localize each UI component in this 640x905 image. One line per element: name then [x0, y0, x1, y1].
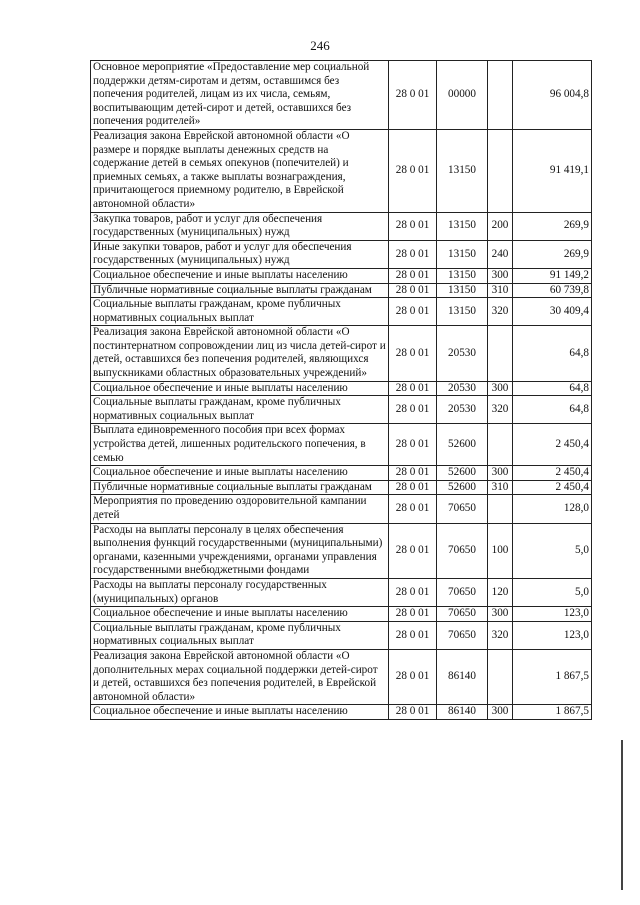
amount-cell: 64,8 [513, 396, 592, 424]
code-cell: 52600 [437, 424, 488, 466]
table-row [91, 523, 592, 578]
amount-cell: 1 867,5 [513, 649, 592, 704]
code-cell: 70650 [437, 607, 488, 622]
table-row [91, 495, 592, 523]
row-name-cell: Социальные выплаты гражданам, кроме публичных нормативных социальных выплат [91, 621, 389, 649]
expense-type-cell [488, 129, 513, 212]
row-name-cell: Социальное обеспечение и иные выплаты населению [91, 466, 389, 481]
section-cell: 28 0 01 [389, 424, 437, 466]
amount-cell: 1 867,5 [513, 705, 592, 720]
table-row [91, 212, 592, 240]
code-cell: 52600 [437, 466, 488, 481]
table-row [91, 129, 592, 212]
section-cell: 28 0 01 [389, 326, 437, 381]
row-name-cell: Закупка товаров, работ и услуг для обеспечения государственных (муниципальных) нужд [91, 212, 389, 240]
row-name-cell: Публичные нормативные социальные выплаты гражданам [91, 283, 389, 298]
row-name-cell: Расходы на выплаты персоналу государственных (муниципальных) органов [91, 578, 389, 606]
budget-table-body [91, 61, 592, 720]
section-cell: 28 0 01 [389, 268, 437, 283]
code-cell: 86140 [437, 705, 488, 720]
table-row [91, 480, 592, 495]
table-row [91, 578, 592, 606]
row-name-cell: Публичные нормативные социальные выплаты гражданам [91, 480, 389, 495]
code-cell: 70650 [437, 523, 488, 578]
amount-cell: 123,0 [513, 621, 592, 649]
section-cell: 28 0 01 [389, 396, 437, 424]
amount-cell: 123,0 [513, 607, 592, 622]
table-row [91, 466, 592, 481]
code-cell: 13150 [437, 129, 488, 212]
table-row [91, 396, 592, 424]
row-name-cell: Реализация закона Еврейской автономной области «О размере и порядке выплаты денежных средств на содержание детей в семьях опекунов (попечителей) и приемных семьях, а также выплаты вознаграждения, причитающегося приемному родителю, в Еврейской автономной области» [91, 129, 389, 212]
budget-table [90, 60, 592, 720]
expense-type-cell: 300 [488, 607, 513, 622]
row-name-cell: Основное мероприятие «Предоставление мер социальной поддержки детям-сиротам и детям, оставшимся без попечения родителей, лицам из их числа, семьям, воспитывающим детей-сирот и детей, оставшихся без попечения родителей» [91, 61, 389, 130]
section-cell: 28 0 01 [389, 212, 437, 240]
section-cell: 28 0 01 [389, 607, 437, 622]
code-cell: 13150 [437, 212, 488, 240]
amount-cell: 30 409,4 [513, 298, 592, 326]
section-cell: 28 0 01 [389, 240, 437, 268]
code-cell: 70650 [437, 621, 488, 649]
table-row [91, 424, 592, 466]
table-row [91, 326, 592, 381]
section-cell: 28 0 01 [389, 480, 437, 495]
amount-cell: 91 149,2 [513, 268, 592, 283]
section-cell: 28 0 01 [389, 523, 437, 578]
section-cell: 28 0 01 [389, 495, 437, 523]
table-row [91, 61, 592, 130]
section-cell: 28 0 01 [389, 578, 437, 606]
section-cell: 28 0 01 [389, 298, 437, 326]
table-row [91, 607, 592, 622]
expense-type-cell: 120 [488, 578, 513, 606]
amount-cell: 128,0 [513, 495, 592, 523]
expense-type-cell: 100 [488, 523, 513, 578]
expense-type-cell: 320 [488, 396, 513, 424]
section-cell: 28 0 01 [389, 283, 437, 298]
expense-type-cell [488, 326, 513, 381]
code-cell: 13150 [437, 240, 488, 268]
amount-cell: 5,0 [513, 578, 592, 606]
table-row [91, 268, 592, 283]
section-cell: 28 0 01 [389, 705, 437, 720]
code-cell: 52600 [437, 480, 488, 495]
table-row [91, 240, 592, 268]
amount-cell: 96 004,8 [513, 61, 592, 130]
table-row [91, 298, 592, 326]
amount-cell: 64,8 [513, 326, 592, 381]
section-cell: 28 0 01 [389, 61, 437, 130]
table-row [91, 283, 592, 298]
code-cell: 20530 [437, 326, 488, 381]
expense-type-cell [488, 495, 513, 523]
row-name-cell: Социальное обеспечение и иные выплаты населению [91, 268, 389, 283]
expense-type-cell: 310 [488, 480, 513, 495]
row-name-cell: Социальные выплаты гражданам, кроме публичных нормативных социальных выплат [91, 396, 389, 424]
amount-cell: 2 450,4 [513, 480, 592, 495]
expense-type-cell: 300 [488, 381, 513, 396]
expense-type-cell: 240 [488, 240, 513, 268]
amount-cell: 269,9 [513, 212, 592, 240]
row-name-cell: Реализация закона Еврейской автономной области «О постинтернатном сопровождении лиц из числа детей-сирот и детей, оставшихся без попечения родителей, являющихся выпускниками областных образовательных учреждений» [91, 326, 389, 381]
row-name-cell: Выплата единовременного пособия при всех формах устройства детей, лишенных родительского попечения, в семью [91, 424, 389, 466]
code-cell: 20530 [437, 381, 488, 396]
section-cell: 28 0 01 [389, 129, 437, 212]
section-cell: 28 0 01 [389, 621, 437, 649]
amount-cell: 60 739,8 [513, 283, 592, 298]
code-cell: 13150 [437, 298, 488, 326]
row-name-cell: Мероприятия по проведению оздоровительной кампании детей [91, 495, 389, 523]
scan-edge-mark [621, 740, 623, 890]
expense-type-cell: 310 [488, 283, 513, 298]
amount-cell: 2 450,4 [513, 466, 592, 481]
section-cell: 28 0 01 [389, 466, 437, 481]
expense-type-cell [488, 649, 513, 704]
amount-cell: 269,9 [513, 240, 592, 268]
code-cell: 86140 [437, 649, 488, 704]
section-cell: 28 0 01 [389, 381, 437, 396]
row-name-cell: Социальное обеспечение и иные выплаты населению [91, 705, 389, 720]
page-number: 246 [310, 38, 330, 53]
amount-cell: 5,0 [513, 523, 592, 578]
expense-type-cell: 300 [488, 466, 513, 481]
row-name-cell: Социальные выплаты гражданам, кроме публичных нормативных социальных выплат [91, 298, 389, 326]
table-row [91, 621, 592, 649]
table-row [91, 381, 592, 396]
code-cell: 13150 [437, 283, 488, 298]
expense-type-cell: 320 [488, 298, 513, 326]
section-cell: 28 0 01 [389, 649, 437, 704]
amount-cell: 91 419,1 [513, 129, 592, 212]
code-cell: 00000 [437, 61, 488, 130]
row-name-cell: Реализация закона Еврейской автономной области «О дополнительных мерах социальной поддержки детей-сирот и детей, оставшихся без попечения родителей, в Еврейской автономной области» [91, 649, 389, 704]
table-row [91, 649, 592, 704]
amount-cell: 2 450,4 [513, 424, 592, 466]
table-row [91, 705, 592, 720]
amount-cell: 64,8 [513, 381, 592, 396]
expense-type-cell: 200 [488, 212, 513, 240]
row-name-cell: Расходы на выплаты персоналу в целях обеспечения выполнения функций государственными (муниципальными) органами, казенными учреждениями, органами управления государственными внебюджетными фондами [91, 523, 389, 578]
expense-type-cell: 300 [488, 268, 513, 283]
code-cell: 13150 [437, 268, 488, 283]
code-cell: 70650 [437, 578, 488, 606]
row-name-cell: Иные закупки товаров, работ и услуг для обеспечения государственных (муниципальных) нужд [91, 240, 389, 268]
code-cell: 70650 [437, 495, 488, 523]
row-name-cell: Социальное обеспечение и иные выплаты населению [91, 381, 389, 396]
expense-type-cell: 320 [488, 621, 513, 649]
expense-type-cell: 300 [488, 705, 513, 720]
expense-type-cell [488, 424, 513, 466]
code-cell: 20530 [437, 396, 488, 424]
row-name-cell: Социальное обеспечение и иные выплаты населению [91, 607, 389, 622]
expense-type-cell [488, 61, 513, 130]
